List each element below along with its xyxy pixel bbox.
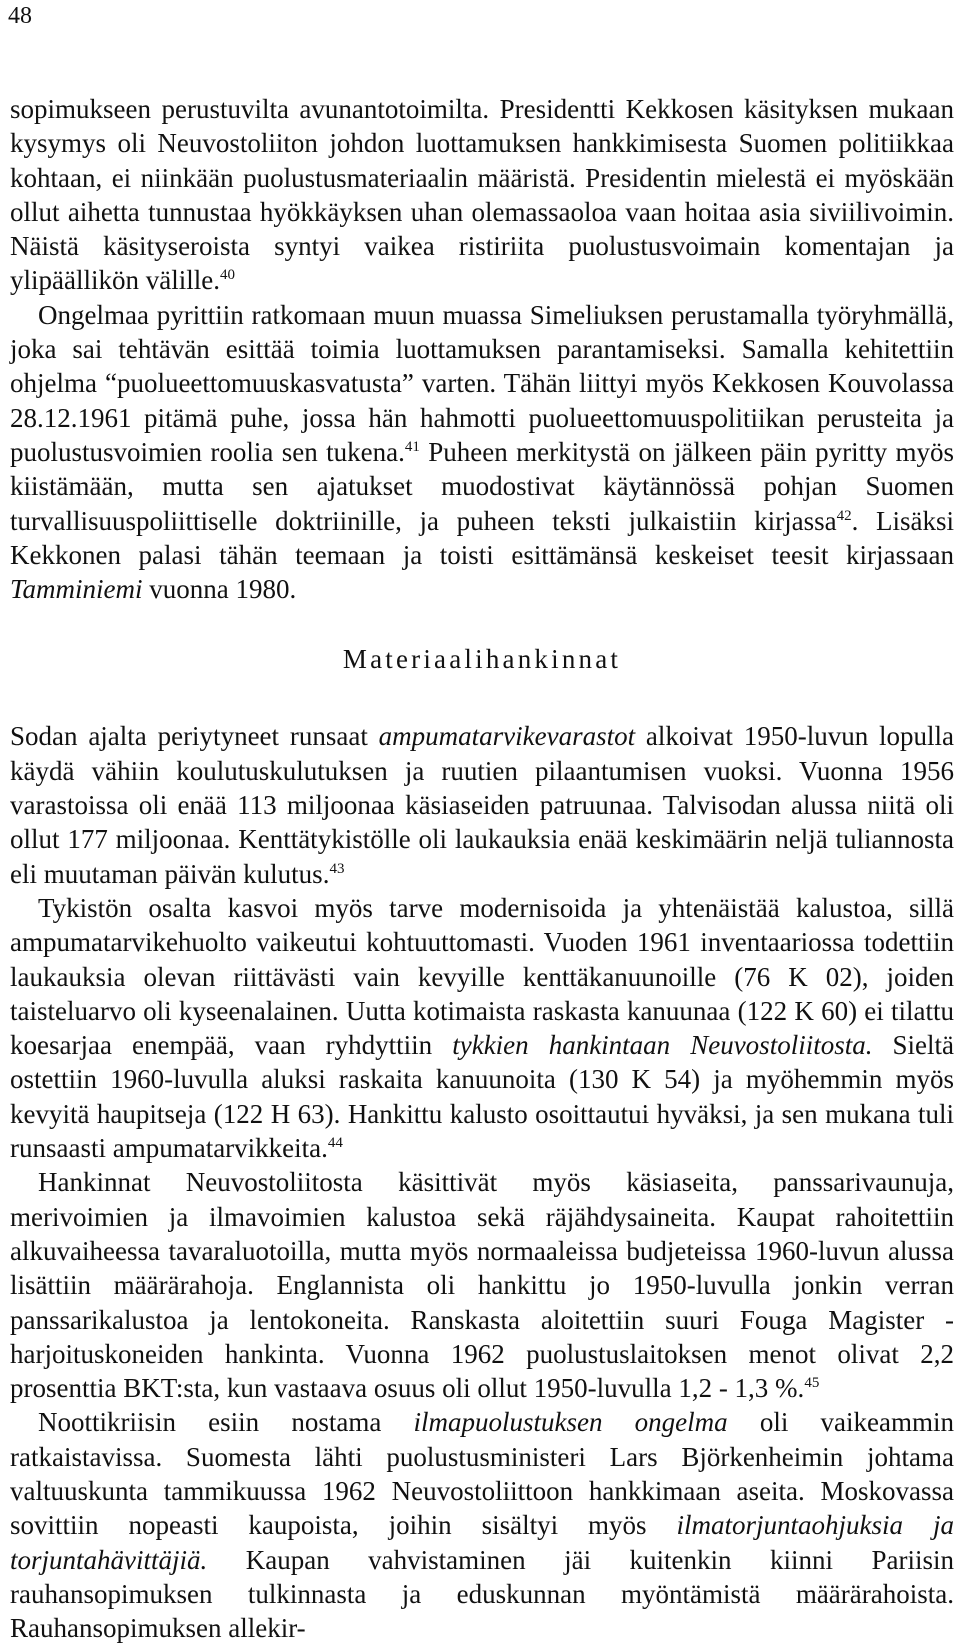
footnote-ref: 44 [327, 1135, 343, 1152]
paragraph [10, 891, 954, 1165]
text-run: Noottikriisin esiin nostama [38, 1407, 414, 1438]
footnote-ref: 43 [329, 860, 345, 877]
italic-text: Tamminiemi [10, 574, 143, 605]
page-number: 48 [8, 3, 32, 29]
paragraphs-before-heading [10, 92, 954, 606]
text-run: Sodan ajalta periytyneet runsaat [10, 721, 379, 752]
italic-text: ilmapuolustuksen ongelma [413, 1407, 728, 1438]
text-run: Kaupan vahvistaminen jäi kuitenkin kiinni Pariisin rauhansopimuksen tulkinnasta ja eduskunnan myöntämistä määrärahoista. Rauhansopimuksen allekir- [10, 1544, 954, 1644]
italic-text: tykkien hankintaan Neuvostoliitosta. [452, 1030, 873, 1061]
text-run: . Lisäksi Kekkonen palasi tähän teemaan ja toisti esittämänsä keskeiset teesit kirjassaan [10, 505, 954, 570]
paragraph [10, 92, 954, 298]
footnote-ref: 41 [404, 438, 420, 455]
paragraph [10, 719, 954, 890]
italic-text: ilmatorjuntaohjuksia ja torjuntahävittäjiä. [10, 1510, 954, 1575]
text-run: oli vaikeammin ratkaistavissa. Suomesta lähti puolustusministeri Lars Björkenheimin johtama valtuuskunta tammikuussa 1962 Neuvostoliittoon hankkimaan aseita. Moskovassa sovittiin nopeasti kaupoista, joihin sisältyi myös [10, 1407, 954, 1541]
paragraph [10, 298, 954, 607]
section-heading: Materiaalihankinnat [342, 644, 622, 675]
text-run: Puheen merkitystä on jälkeen päin pyritty myös kiistämään, mutta sen ajatukset muodostivat käytännössä pohjan Suomen turvallisuuspoliittiselle doktriinille, ja puheen teksti julkaistiin kirjassa [10, 436, 954, 536]
paragraphs-after-heading [10, 719, 954, 1645]
page-body [10, 92, 954, 1645]
italic-text: ampumatarvikevarastot [378, 721, 636, 752]
text-run: Tykistön osalta kasvoi myös tarve modernisoida ja yhtenäistää kalustoa, sillä ampumatarvikehuolto vaikeutui kohtuuttomasti. Vuoden 1961 inventaariossa todettiin laukauksia olevan riittävästi vain kevyille kenttäkanuunoille (76 K 02), joiden taisteluarvo oli kyseenalainen. Uutta kotimaista raskasta kanuunaa (122 K 60) ei tilattu koesarjaa enempää, vaan ryhdyttiin [10, 892, 954, 1061]
text-run: alkoivat 1950-luvun lopulla käydä vähiin koulutuskulutuksen ja ruutien pilaantumisen vuoksi. Vuonna 1956 varastoissa oli enää 113 miljoonaa käsiaseiden patruunaa. Talvisodan alussa niitä oli ollut 177 miljoonaa. Kenttätykistölle oli laukauksia enää keskimäärin neljä tuliannosta eli muutaman päivän kulutus. [10, 721, 955, 889]
paragraph [10, 1165, 954, 1405]
paragraph [10, 1405, 954, 1645]
text-run: vuonna 1980. [142, 574, 297, 605]
text-run: Sieltä ostettiin 1960-luvulla aluksi raskaita kanuunoita (130 K 54) ja myöhemmin myös kevyitä haupitseja (122 H 63). Hankittu kalusto osoittautui hyväksi, ja sen mukana tuli runsaasti ampumatarvikkeita. [10, 1030, 954, 1164]
footnote-ref: 40 [219, 267, 235, 284]
text-run: Ongelmaa pyrittiin ratkomaan muun muassa Simeliuksen perustamalla työryhmällä, joka sai tehtävän esittää toimia luottamuksen parantamiseksi. Samalla kehitettiin ohjelma “puolueettomuuskasvatusta” varten. Tähän liittyi myös Kekkosen Kouvolassa 28.12.1961 pitämä puhe, jossa hän hahmotti puolueettomuuspolitiikan perusteita ja puolustusvoimien roolia sen tukena. [10, 299, 954, 467]
footnote-ref: 45 [804, 1375, 820, 1392]
text-run: sopimukseen perustuvilta avunantotoimilta. Presidentti Kekkosen käsityksen mukaan kysymys oli Neuvostoliiton johdon luottamuksen hankkimisesta Suomen politiikkaa kohtaan, ei niinkään puolustusmateriaalin määristä. Presidentin mielestä ei myöskään ollut aihetta tunnustaa hyökkäyksen uhan olemassaoloa vaan hoitaa asia siviilivoimin. Näistä käsityseroista syntyi vaikea ristiriita puolustusvoimain komentajan ja ylipäällikön välille. [10, 94, 954, 296]
text-run: Hankinnat Neuvostoliitosta käsittivät myös käsiaseita, panssarivaunuja, merivoimien ja ilmavoimien kalustoa sekä räjähdysaineita. Kaupat rahoitettiin alkuvaiheessa tavaraluotoilla, mutta myös normaaleissa budjeteissa 1960-luvun alussa lisättiin määrärahoja. Englannista oli hankittu jo 1950-luvulla jonkin verran panssarikalustoa ja lentokoneita. Ranskasta aloitettiin suuri Fouga Magister -harjoituskoneiden hankinta. Vuonna 1962 puolustuslaitoksen menot olivat 2,2 prosenttia BKT:sta, kun vastaava osuus oli ollut 1950-luvulla 1,2 - 1,3 %. [10, 1167, 954, 1404]
footnote-ref: 42 [836, 507, 852, 524]
